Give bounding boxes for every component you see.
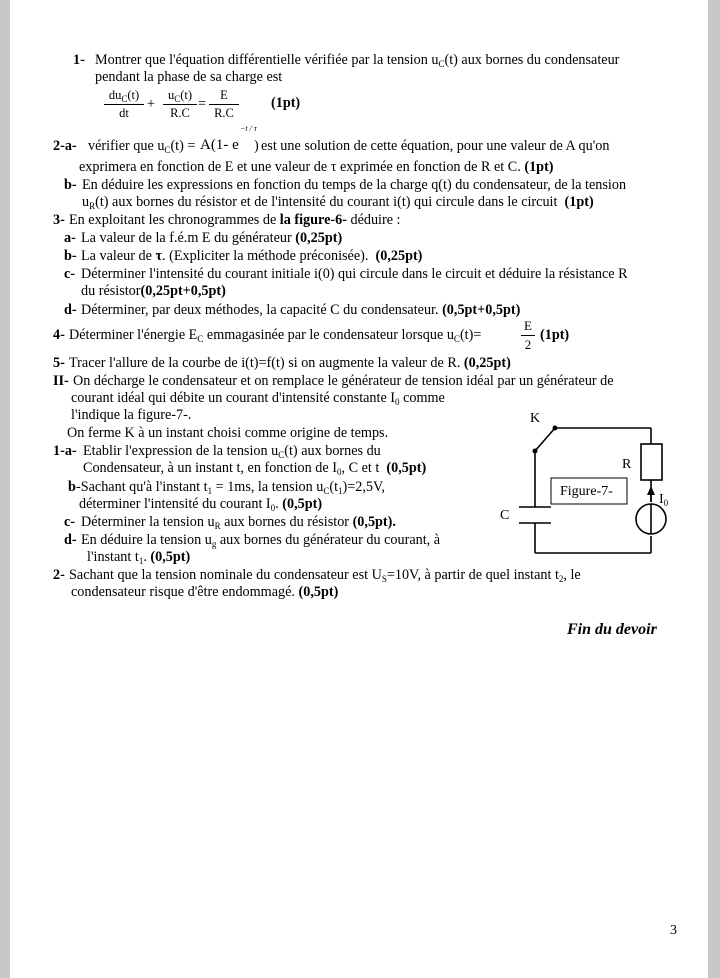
- resistor-symbol: [641, 444, 662, 480]
- ii-q1a-line1: Etablir l'expression de la tension $u_C(t)$ aux bornes du: [83, 443, 381, 460]
- q5-text: Tracer l'allure de la courbe de i(t)=f(t) si on augmente la valeur de R. (0,25pt): [69, 355, 511, 371]
- q2a-line1-end: est une solution de cette équation, pour une valeur de A qu'on: [261, 138, 610, 154]
- ii-q1a-number: 1-a-: [53, 443, 77, 459]
- q1-points: (1pt): [271, 95, 301, 111]
- q3b-number: b-: [64, 248, 77, 264]
- q1-eq-frac1: $du_C(t)$ dt: [104, 88, 144, 121]
- q3a-text: La valeur de la f.é.m E du générateur (0,25pt): [81, 230, 343, 246]
- ii-q1c-number: c-: [64, 514, 76, 530]
- q3-intro: En exploitant les chronogrammes de la figure-6- déduire :: [69, 212, 401, 228]
- part2-number: II-: [53, 373, 69, 389]
- current-arrow-icon: [647, 486, 655, 495]
- part2-line3: l'indique la figure-7-.: [71, 407, 192, 423]
- page-number: 3: [670, 923, 677, 938]
- end-text: Fin du devoir: [567, 621, 657, 638]
- switch-contact-top: [553, 426, 558, 431]
- ii-q1b-line1: -Sachant qu'à l'instant $t_1 = 1ms$, la tension $u_C(t_1)=2,5V$,: [76, 479, 385, 496]
- q1-line1: Montrer que l'équation différentielle vérifiée par la tension $u_C(t)$ aux bornes du condensateur: [95, 52, 620, 69]
- ii-q1c-text: Déterminer la tension $u_R$ aux bornes du résistor (0,5pt).: [81, 514, 396, 531]
- label-k: K: [530, 411, 541, 426]
- part2-line1: On décharge le condensateur et on remplace le générateur de tension idéal par un générateur de: [73, 373, 614, 389]
- ii-q2-line2: condensateur risque d'être endommagé. (0,5pt): [71, 584, 339, 600]
- q2a-formula-close: ): [254, 138, 259, 154]
- q1-number: 1-: [73, 52, 85, 68]
- q1-eq-equals: =: [198, 96, 207, 112]
- switch-contact-bottom: [533, 449, 538, 454]
- ii-q1d-line2: l'instant $t_1$. (0,5pt): [87, 549, 191, 566]
- q2a-number: 2-a-: [53, 138, 77, 154]
- document-page: [10, 0, 708, 978]
- part2-line4: On ferme K à un instant choisi comme origine de temps.: [67, 425, 389, 441]
- label-i0: $I_0$: [659, 492, 669, 508]
- q3c-line1: Déterminer l'intensité du courant initiale i(0) qui circule dans le circuit et déduire la résistance R: [81, 266, 628, 282]
- q2b-line2: $u_R(t)$ aux bornes du résistor et de l'intensité du courant i(t) qui circule dans le circuit (1pt): [82, 194, 594, 211]
- q4-text: Déterminer l'énergie $E_C$ emmagasinée par le condensateur lorsque $u_C(t)=$: [69, 327, 482, 344]
- q3a-number: a-: [64, 230, 76, 246]
- q5-number: 5-: [53, 355, 65, 371]
- q2b-line1: En déduire les expressions en fonction du temps de la charge q(t) du condensateur, de la tension: [82, 177, 627, 193]
- q3c-line2: du résistor(0,25pt+0,5pt): [81, 283, 226, 299]
- q2a-line2: exprimera en fonction de E et une valeur de τ exprimée en fonction de R et C. (1pt): [79, 159, 554, 175]
- q3b-text: La valeur de τ. (Expliciter la méthode préconisée). (0,25pt): [81, 248, 423, 264]
- q3d-text: Déterminer, par deux méthodes, la capacité C du condensateur. (0,5pt+0,5pt): [81, 302, 521, 318]
- q2a-exponent: −t / τ: [240, 124, 257, 133]
- q3c-number: c-: [64, 266, 76, 282]
- q2b-number: b-: [64, 177, 77, 193]
- q3d-number: d-: [64, 302, 77, 318]
- ii-q2-line1: Sachant que la tension nominale du condensateur est $U_S=10V$, à partir de quel instant $t_2$, le: [69, 567, 581, 584]
- ii-q1b-number: b: [68, 479, 76, 495]
- figure-caption: Figure-7-: [560, 484, 613, 499]
- q1-eq-plus: +: [147, 96, 156, 112]
- capacitor-symbol: [519, 507, 551, 523]
- label-c: C: [500, 508, 510, 523]
- q4-fraction: E 2: [521, 318, 535, 353]
- q2a-formula: A(1- e: [200, 137, 239, 153]
- q1-eq-frac2: $u_C(t)$ R.C: [163, 88, 197, 121]
- ii-q1d-number: d-: [64, 532, 77, 548]
- q4-number: 4-: [53, 327, 65, 343]
- ii-q1d-line1: En déduire la tension $u_g$ aux bornes du générateur du courant, à: [81, 532, 441, 549]
- q4-points: (1pt): [540, 327, 570, 343]
- ii-q2-number: 2-: [53, 567, 65, 583]
- ii-q1b-line2: déterminer l'intensité du courant $I_0$. (0,5pt): [79, 496, 323, 513]
- q1-line2: pendant la phase de sa charge est: [95, 69, 283, 85]
- label-r: R: [622, 457, 632, 472]
- q3-number: 3-: [53, 212, 65, 228]
- part2-line2: courant idéal qui débite un courant d'intensité constante $I_0$ comme: [71, 390, 445, 407]
- q1-eq-frac3: E R.C: [209, 88, 239, 121]
- q2a-line1: vérifier que $u_C(t)$ =: [88, 138, 196, 155]
- ii-q1a-line2: Condensateur, à un instant t, en fonction de $I_0$, C et t (0,5pt): [83, 460, 427, 477]
